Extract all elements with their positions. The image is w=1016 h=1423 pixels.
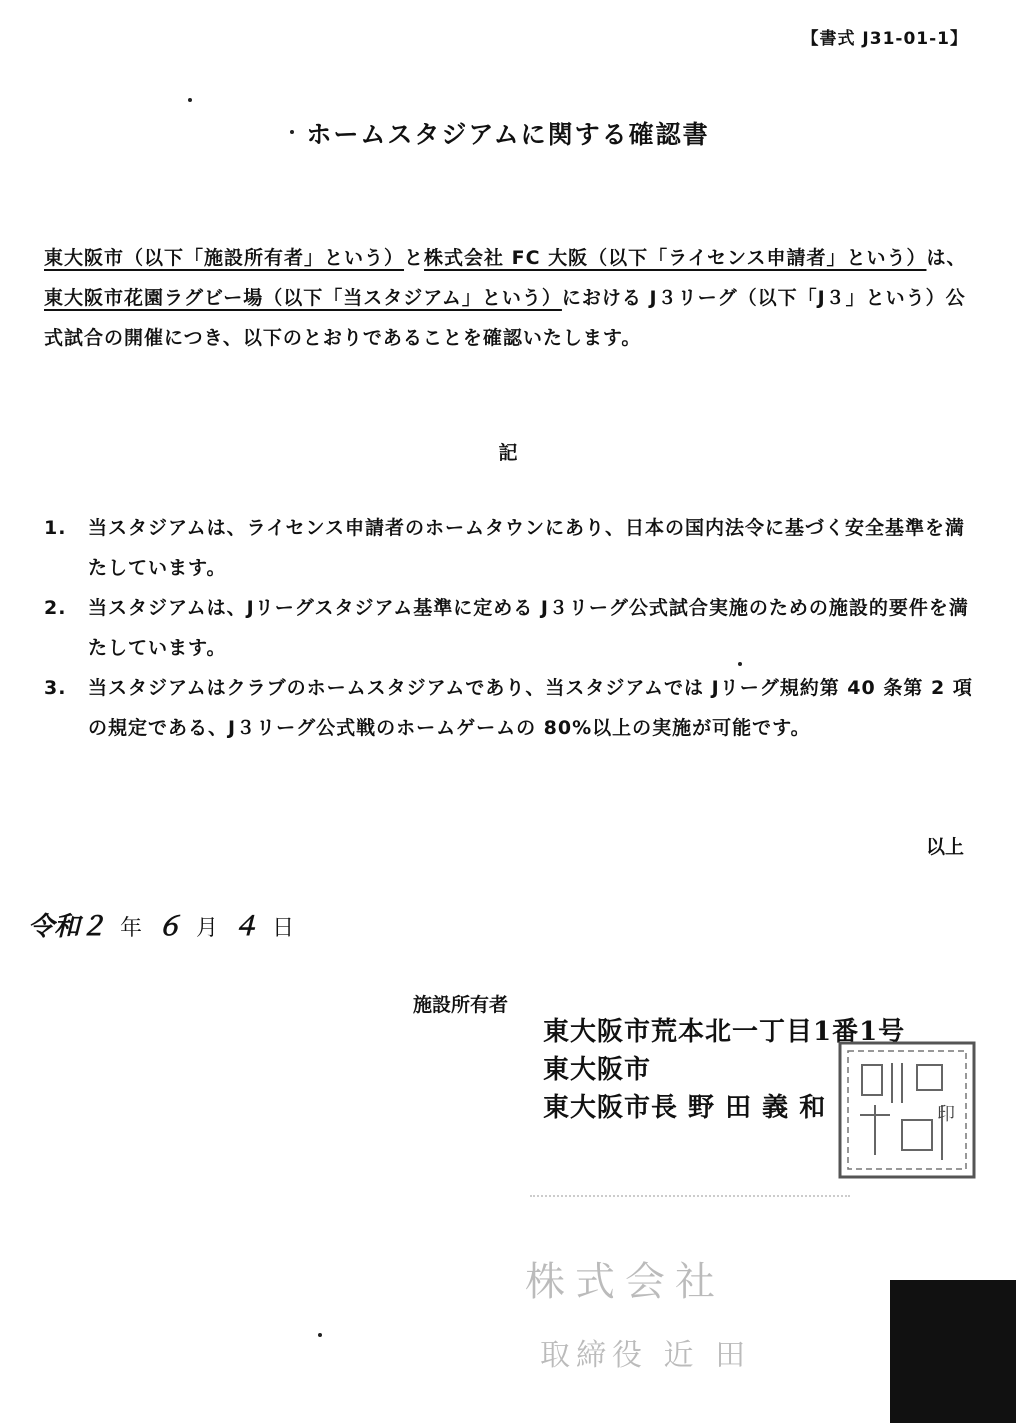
date-month: ６ bbox=[156, 912, 183, 942]
list-item bbox=[44, 508, 974, 588]
intro-stadium: 東大阪市花園ラグビー場（以下「当スタジアム」という） bbox=[44, 287, 562, 309]
list-item bbox=[44, 588, 974, 668]
item-number: 2. bbox=[44, 597, 67, 619]
item-number: 3. bbox=[44, 677, 67, 699]
date-day-label: 日 bbox=[272, 916, 295, 941]
intro-applicant: 株式会社 FC 大阪（以下「ライセンス申請者」という） bbox=[424, 247, 927, 269]
redaction-box bbox=[890, 1280, 1016, 1423]
date-day: ４ bbox=[232, 912, 259, 942]
item-text: 当スタジアムはクラブのホームスタジアムであり、当スタジアムでは Jリーグ規約第 40 条第 2 項の規定である、J３リーグ公式戦のホームゲームの 80%以上の実施が可能です。 bbox=[88, 677, 973, 739]
owner-representative: 東大阪市長 野 田 義 和 bbox=[543, 1093, 827, 1123]
faint-representative: 取締役 近 田 bbox=[540, 1338, 752, 1373]
scan-speck bbox=[738, 662, 742, 666]
date-year-label: 年 bbox=[120, 916, 143, 941]
scan-speck bbox=[318, 1333, 322, 1337]
faint-company-name: 株式会社 bbox=[525, 1259, 725, 1305]
intro-connector-2: は、 bbox=[926, 247, 967, 269]
owner-address: 東大阪市荒本北一丁目1番1号 bbox=[543, 1017, 906, 1047]
item-text: 当スタジアムは、ライセンス申請者のホームタウンにあり、日本の国内法令に基づく安全基準を満たしています。 bbox=[88, 517, 965, 579]
date-month-label: 月 bbox=[196, 916, 219, 941]
date-era-year: 令和２ bbox=[28, 912, 107, 942]
scan-speck bbox=[188, 98, 192, 102]
document-date bbox=[28, 906, 294, 943]
faint-company-stamp bbox=[515, 1190, 895, 1380]
document-title: ホームスタジアムに関する確認書 bbox=[306, 120, 710, 149]
intro-rest: における J３リーグ（以下「J３」という）公式試合の開催につき、以下のとおりであることを確認いたします。 bbox=[44, 287, 966, 349]
scan-speck bbox=[290, 130, 294, 134]
official-seal bbox=[832, 1035, 982, 1185]
closing-ijou: 以上 bbox=[925, 836, 964, 858]
intro-paragraph bbox=[44, 238, 974, 358]
item-number: 1. bbox=[44, 517, 67, 539]
seal-center-char: 印 bbox=[937, 1104, 955, 1125]
owner-name: 東大阪市 bbox=[543, 1055, 652, 1085]
owner-label: 施設所有者 bbox=[413, 994, 509, 1016]
list-item bbox=[44, 668, 974, 748]
form-code: 【書式 J31-01-1】 bbox=[801, 29, 968, 49]
item-text: 当スタジアムは、Jリーグスタジアム基準に定める J３リーグ公式試合実施のための施設的要件を満たしています。 bbox=[88, 597, 969, 659]
intro-connector-1: と bbox=[404, 247, 425, 269]
ki-heading: 記 bbox=[498, 442, 518, 464]
confirmation-list bbox=[44, 508, 974, 748]
intro-owner: 東大阪市（以下「施設所有者」という） bbox=[44, 247, 405, 269]
